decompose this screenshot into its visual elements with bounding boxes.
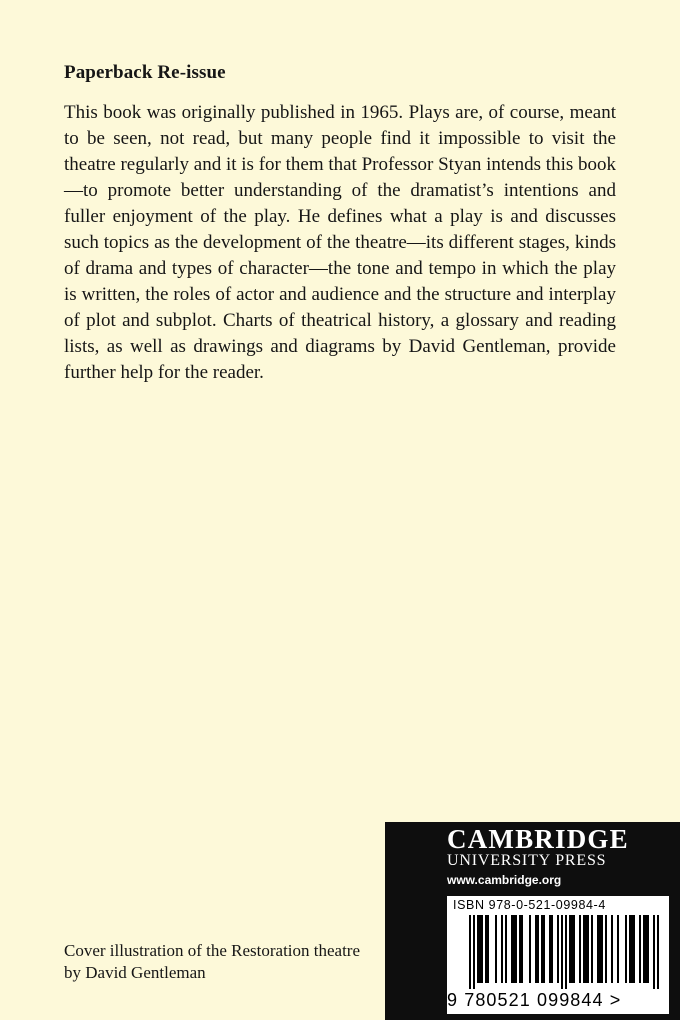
barcode-bar	[521, 915, 523, 983]
barcode-bar	[487, 915, 489, 983]
barcode-bar	[571, 915, 573, 983]
barcode-bar	[587, 915, 589, 983]
barcode-bar	[473, 915, 475, 989]
barcode-bar	[601, 915, 603, 983]
barcode-bar	[557, 915, 559, 983]
barcode-bar	[585, 915, 587, 983]
publisher-name: CAMBRIDGE	[447, 824, 629, 854]
barcode-bar	[625, 915, 627, 983]
barcode-bar	[653, 915, 655, 989]
barcode-bar	[505, 915, 507, 983]
barcode-bar	[605, 915, 607, 983]
barcode-bar	[469, 915, 471, 989]
barcode-bar	[565, 915, 567, 989]
barcode-bar	[519, 915, 521, 983]
barcode-bar	[551, 915, 553, 983]
barcode-bar	[501, 915, 503, 983]
barcode-bar	[481, 915, 483, 983]
barcode-bar	[515, 915, 517, 983]
barcode-bar	[543, 915, 545, 983]
barcode-bar	[647, 915, 649, 983]
barcode-bar	[629, 915, 631, 983]
reissue-heading: Paperback Re-issue	[64, 62, 226, 83]
publisher-subtitle: UNIVERSITY PRESS	[447, 852, 607, 869]
illustration-credit: Cover illustration of the Restoration theatre by David Gentleman	[64, 941, 361, 982]
publisher-block	[385, 822, 680, 1020]
barcode-bar	[639, 915, 641, 983]
barcode-bar	[541, 915, 543, 983]
barcode-bar	[611, 915, 613, 983]
barcode-bar	[631, 915, 633, 983]
barcode-bar	[633, 915, 635, 983]
barcode-bar	[561, 915, 563, 989]
barcode-bar	[479, 915, 481, 983]
barcode-digits: 9 780521 099844 >	[447, 990, 622, 1010]
barcode-bar	[529, 915, 531, 983]
barcode-bars	[453, 915, 665, 989]
barcode-bar	[477, 915, 479, 983]
barcode-bar	[569, 915, 571, 983]
barcode-bar	[535, 915, 537, 983]
barcode-bar	[485, 915, 487, 983]
barcode-bar	[511, 915, 513, 983]
barcode-bar	[617, 915, 619, 983]
barcode-bar	[495, 915, 497, 983]
barcode-bar	[513, 915, 515, 983]
barcode-bar	[645, 915, 647, 983]
barcode-bar	[643, 915, 645, 983]
barcode-bar	[657, 915, 659, 989]
barcode-bar	[597, 915, 599, 983]
barcode-bar	[599, 915, 601, 983]
book-description: This book was originally published in 1965. Plays are, of course, meant to be seen, not read, but many people find it impossible to visit the theatre regularly and it is for them that Professor Styan intends this book—to promote better understanding of the dramatist’s intentions and fuller enjoyment of the play. He defines what a play is and discusses such topics as the development of the theatre—its different stages, kinds of drama and types of character—the tone and tempo in which the play is written, the roles of actor and audience and the structure and interplay of plot and subplot. Charts of theatrical history, a glossary and reading lists, as well as drawings and diagrams by David Gentleman, provide further help for the reader.	[64, 102, 616, 383]
barcode-bar	[583, 915, 585, 983]
barcode-bar	[549, 915, 551, 983]
barcode-panel	[447, 896, 669, 1014]
isbn-label: ISBN 978-0-521-09984-4	[453, 898, 606, 912]
barcode-bar	[579, 915, 581, 983]
publisher-website: www.cambridge.org	[447, 873, 562, 887]
barcode-bar	[573, 915, 575, 983]
barcode-bar	[537, 915, 539, 983]
barcode-bar	[591, 915, 593, 983]
